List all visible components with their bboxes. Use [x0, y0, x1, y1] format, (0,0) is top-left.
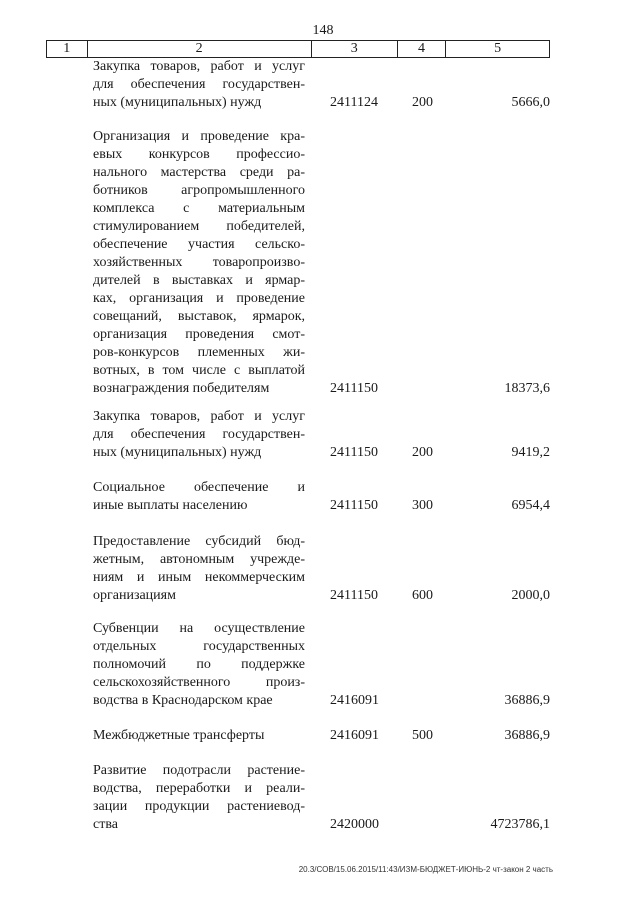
row-description-line: организациям: [93, 588, 176, 603]
row-code: 2416091: [330, 728, 379, 743]
row-description-line: сельскохозяйственного произ-: [93, 675, 305, 690]
row-expense-type: 300: [412, 498, 433, 513]
row-description-line: Социальное обеспечение и: [93, 480, 305, 495]
row-code: 2411150: [330, 445, 378, 460]
row-description: [93, 727, 305, 745]
row-description-line: комплекса с материальным: [93, 201, 305, 216]
row-description: [93, 533, 305, 605]
row-description-line: вознаграждения победителям: [93, 381, 270, 396]
row-description-line: Организация и проведение кра-: [93, 129, 305, 144]
row-description-line: жетным, автономным учрежде-: [93, 552, 305, 567]
row-description-line: обеспечение участия сельско-: [93, 237, 305, 252]
row-description-line: Закупка товаров, работ и услуг: [93, 59, 305, 74]
row-description-line: ботников агропромышленного: [93, 183, 305, 198]
row-description-line: полномочий по поддержке: [93, 657, 305, 672]
row-description-line: Предоставление субсидий бюд-: [93, 534, 305, 549]
row-description-line: евых конкурсов профессио-: [93, 147, 305, 162]
row-code: 2411150: [330, 498, 378, 513]
column-header-2: 2: [87, 41, 311, 58]
row-description-line: ных (муниципальных) нужд: [93, 95, 262, 110]
row-expense-type: 600: [412, 588, 433, 603]
row-description-line: отдельных государственных: [93, 639, 305, 654]
row-code: 2411150: [330, 588, 378, 603]
row-description-line: водства в Краснодарском крае: [93, 693, 273, 708]
column-header-table: [46, 40, 550, 58]
row-description: [93, 128, 305, 398]
row-description: [93, 408, 305, 462]
row-amount: 2000,0: [511, 588, 550, 603]
row-description-line: хозяйственных товаропроизво-: [93, 255, 305, 270]
row-description-line: Межбюджетные трансферты: [93, 728, 265, 743]
row-description-line: нального мастерства среди ра-: [93, 165, 305, 180]
row-description-line: для обеспечения государствен-: [93, 427, 305, 442]
row-amount: 9419,2: [511, 445, 550, 460]
row-description-line: Закупка товаров, работ и услуг: [93, 409, 305, 424]
document-footer-code: 20.3/СОВ/15.06.2015/11:43/ИЗМ-БЮДЖЕТ-ИЮНЬ-2 чт-закон 2 часть: [298, 865, 553, 874]
row-code: 2416091: [330, 693, 379, 708]
row-description-line: ках, организация и проведение: [93, 291, 305, 306]
row-description-line: для обеспечения государствен-: [93, 77, 305, 92]
row-amount: 36886,9: [504, 728, 550, 743]
row-description: [93, 58, 305, 112]
row-description: [93, 620, 305, 710]
page-number: 148: [312, 23, 334, 38]
column-header-row: [47, 41, 550, 58]
row-description-line: ниям и иным некоммерческим: [93, 570, 305, 585]
column-header-5: 5: [446, 41, 550, 58]
row-description-line: совещаний, выставок, ярмарок,: [93, 309, 305, 324]
row-description-line: стимулированием победителей,: [93, 219, 305, 234]
row-description-line: ства: [93, 817, 118, 832]
row-description-line: зации продукции растениевод-: [93, 799, 305, 814]
row-description-line: дителей в выставках и ярмар-: [93, 273, 305, 288]
row-description-line: организация проведения смот-: [93, 327, 305, 342]
row-amount: 18373,6: [504, 381, 550, 396]
column-header-4: 4: [397, 41, 445, 58]
row-amount: 5666,0: [511, 95, 550, 110]
row-description-line: вотных, в том числе с выплатой: [93, 363, 305, 378]
row-amount: 36886,9: [504, 693, 550, 708]
row-description-line: Субвенции на осуществление: [93, 621, 305, 636]
row-amount: 4723786,1: [490, 817, 550, 832]
row-description-line: Развитие подотрасли растение-: [93, 763, 305, 778]
row-description-line: иные выплаты населению: [93, 498, 248, 513]
row-code: 2420000: [330, 817, 379, 832]
row-description: [93, 762, 305, 834]
row-amount: 6954,4: [511, 498, 550, 513]
row-description-line: водства, переработки и реали-: [93, 781, 305, 796]
row-code: 2411124: [330, 95, 378, 110]
column-header-3: 3: [311, 41, 397, 58]
row-expense-type: 200: [412, 95, 433, 110]
row-description-line: ров-конкурсов племенных жи-: [93, 345, 305, 360]
row-description: [93, 479, 305, 515]
row-code: 2411150: [330, 381, 378, 396]
column-header-1: 1: [47, 41, 88, 58]
row-expense-type: 200: [412, 445, 433, 460]
row-description-line: ных (муниципальных) нужд: [93, 445, 262, 460]
row-expense-type: 500: [412, 728, 433, 743]
